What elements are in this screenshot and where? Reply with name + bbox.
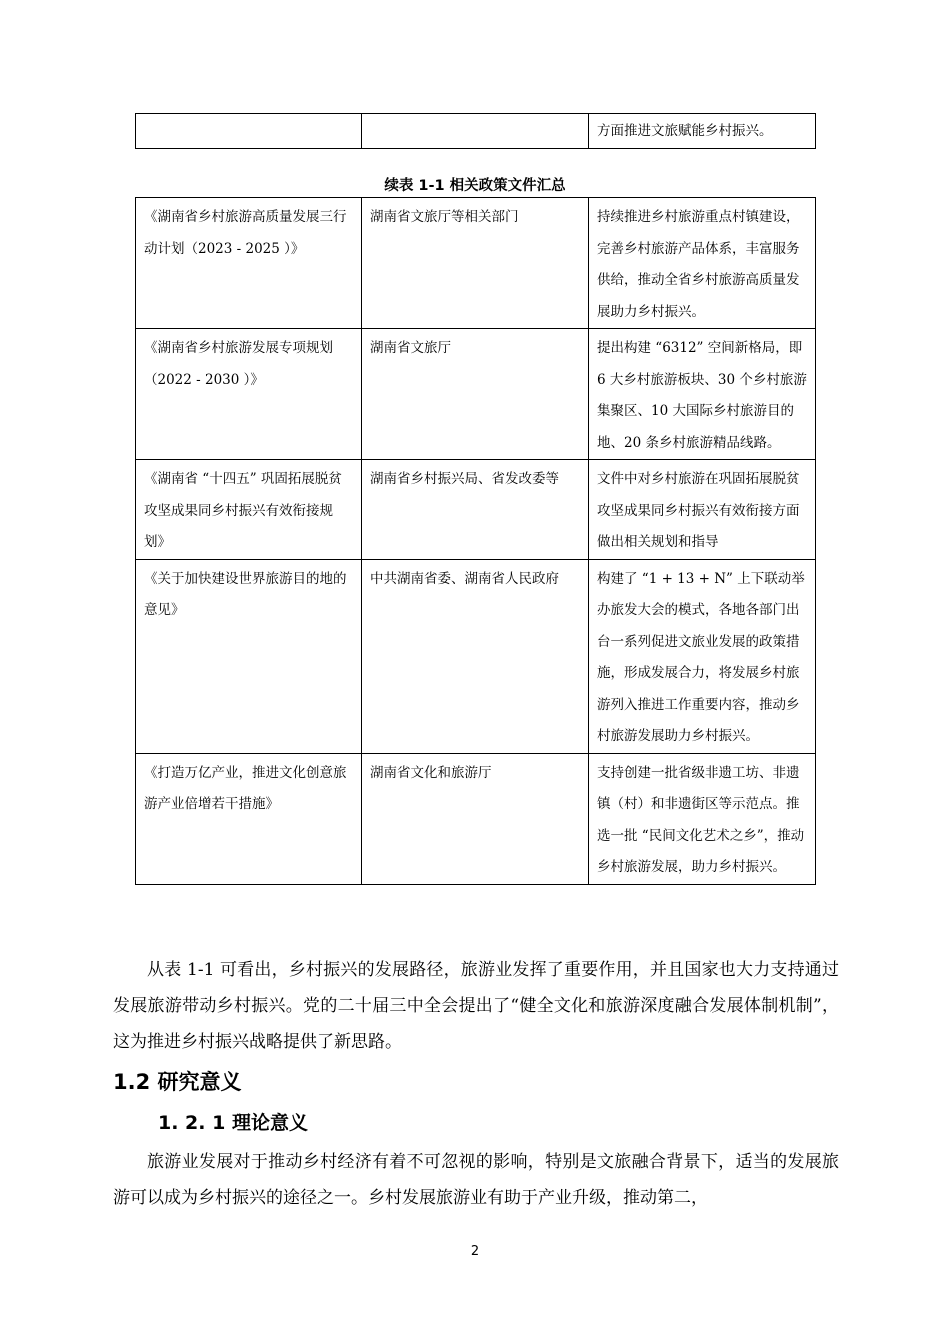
table-cell-issuer: 湖南省乡村振兴局、省发改委等 <box>362 460 589 560</box>
table-cell-document: 《关于加快建设世界旅游目的地的意见》 <box>136 559 362 753</box>
body-paragraph: 旅游业发展对于推动乡村经济有着不可忽视的影响，特别是文旅融合背景下，适当的发展旅游可以成为乡村振兴的途径之一。乡村发展旅游业有助于产业升级，推动第二， <box>113 1152 839 1208</box>
table-cell-issuer: 湖南省文旅厅 <box>362 329 589 460</box>
table-row <box>136 753 816 884</box>
table-cell: 方面推进文旅赋能乡村振兴。 <box>589 114 816 149</box>
table-cell-document: 《湖南省乡村旅游发展专项规划（2022 - 2030 ）》 <box>136 329 362 460</box>
section-heading: 1.2 研究意义 <box>113 1070 242 1094</box>
table-cell-issuer: 湖南省文化和旅游厅 <box>362 753 589 884</box>
table-cell-content: 支持创建一批省级非遗工坊、非遗镇（村）和非遗街区等示范点。推选一批 “民间文化艺术之乡”，推动乡村旅游发展，助力乡村振兴。 <box>589 753 816 884</box>
table-cell-content: 提出构建 “6312” 空间新格局，即 6 大乡村旅游板块、30 个乡村旅游集聚区、10 大国际乡村旅游目的地、20 条乡村旅游精品线路。 <box>589 329 816 460</box>
table-cell-document: 《打造万亿产业，推进文化创意旅游产业倍增若干措施》 <box>136 753 362 884</box>
policy-table <box>135 197 816 885</box>
table-caption: 续表 1-1 相关政策文件汇总 <box>384 178 566 194</box>
table-cell-issuer: 中共湖南省委、湖南省人民政府 <box>362 559 589 753</box>
table-row <box>136 198 816 329</box>
table-cell-document: 《湖南省 “十四五” 巩固拓展脱贫攻坚成果同乡村振兴有效衔接规划》 <box>136 460 362 560</box>
table-cell <box>136 114 362 149</box>
table-row <box>136 460 816 560</box>
page-number: 2 <box>470 1244 480 1259</box>
table-cell-content: 构建了 “1 + 13 + N” 上下联动举办旅发大会的模式，各地各部门出台一系列促进文旅业发展的政策措施，形成发展合力，将发展乡村旅游列入推进工作重要内容，推动乡村旅游发展助力乡村振兴。 <box>589 559 816 753</box>
body-paragraph: 从表 1-1 可看出，乡村振兴的发展路径，旅游业发挥了重要作用，并且国家也大力支持通过发展旅游带动乡村振兴。党的二十届三中全会提出了“健全文化和旅游深度融合发展体制机制”，这为推进乡村振兴战略提供了新思路。 <box>113 960 839 1052</box>
table-cell-document: 《湖南省乡村旅游高质量发展三行动计划（2023 - 2025 ）》 <box>136 198 362 329</box>
table-row <box>136 329 816 460</box>
table-cell <box>362 114 589 149</box>
table-cell-issuer: 湖南省文旅厅等相关部门 <box>362 198 589 329</box>
table-row <box>136 114 816 149</box>
table-continuation-top <box>135 113 816 149</box>
table-row <box>136 559 816 753</box>
table-cell-content: 持续推进乡村旅游重点村镇建设，完善乡村旅游产品体系，丰富服务供给，推动全省乡村旅游高质量发展助力乡村振兴。 <box>589 198 816 329</box>
table-cell-content: 文件中对乡村旅游在巩固拓展脱贫攻坚成果同乡村振兴有效衔接方面做出相关规划和指导 <box>589 460 816 560</box>
subsection-heading: 1. 2. 1 理论意义 <box>158 1112 308 1134</box>
